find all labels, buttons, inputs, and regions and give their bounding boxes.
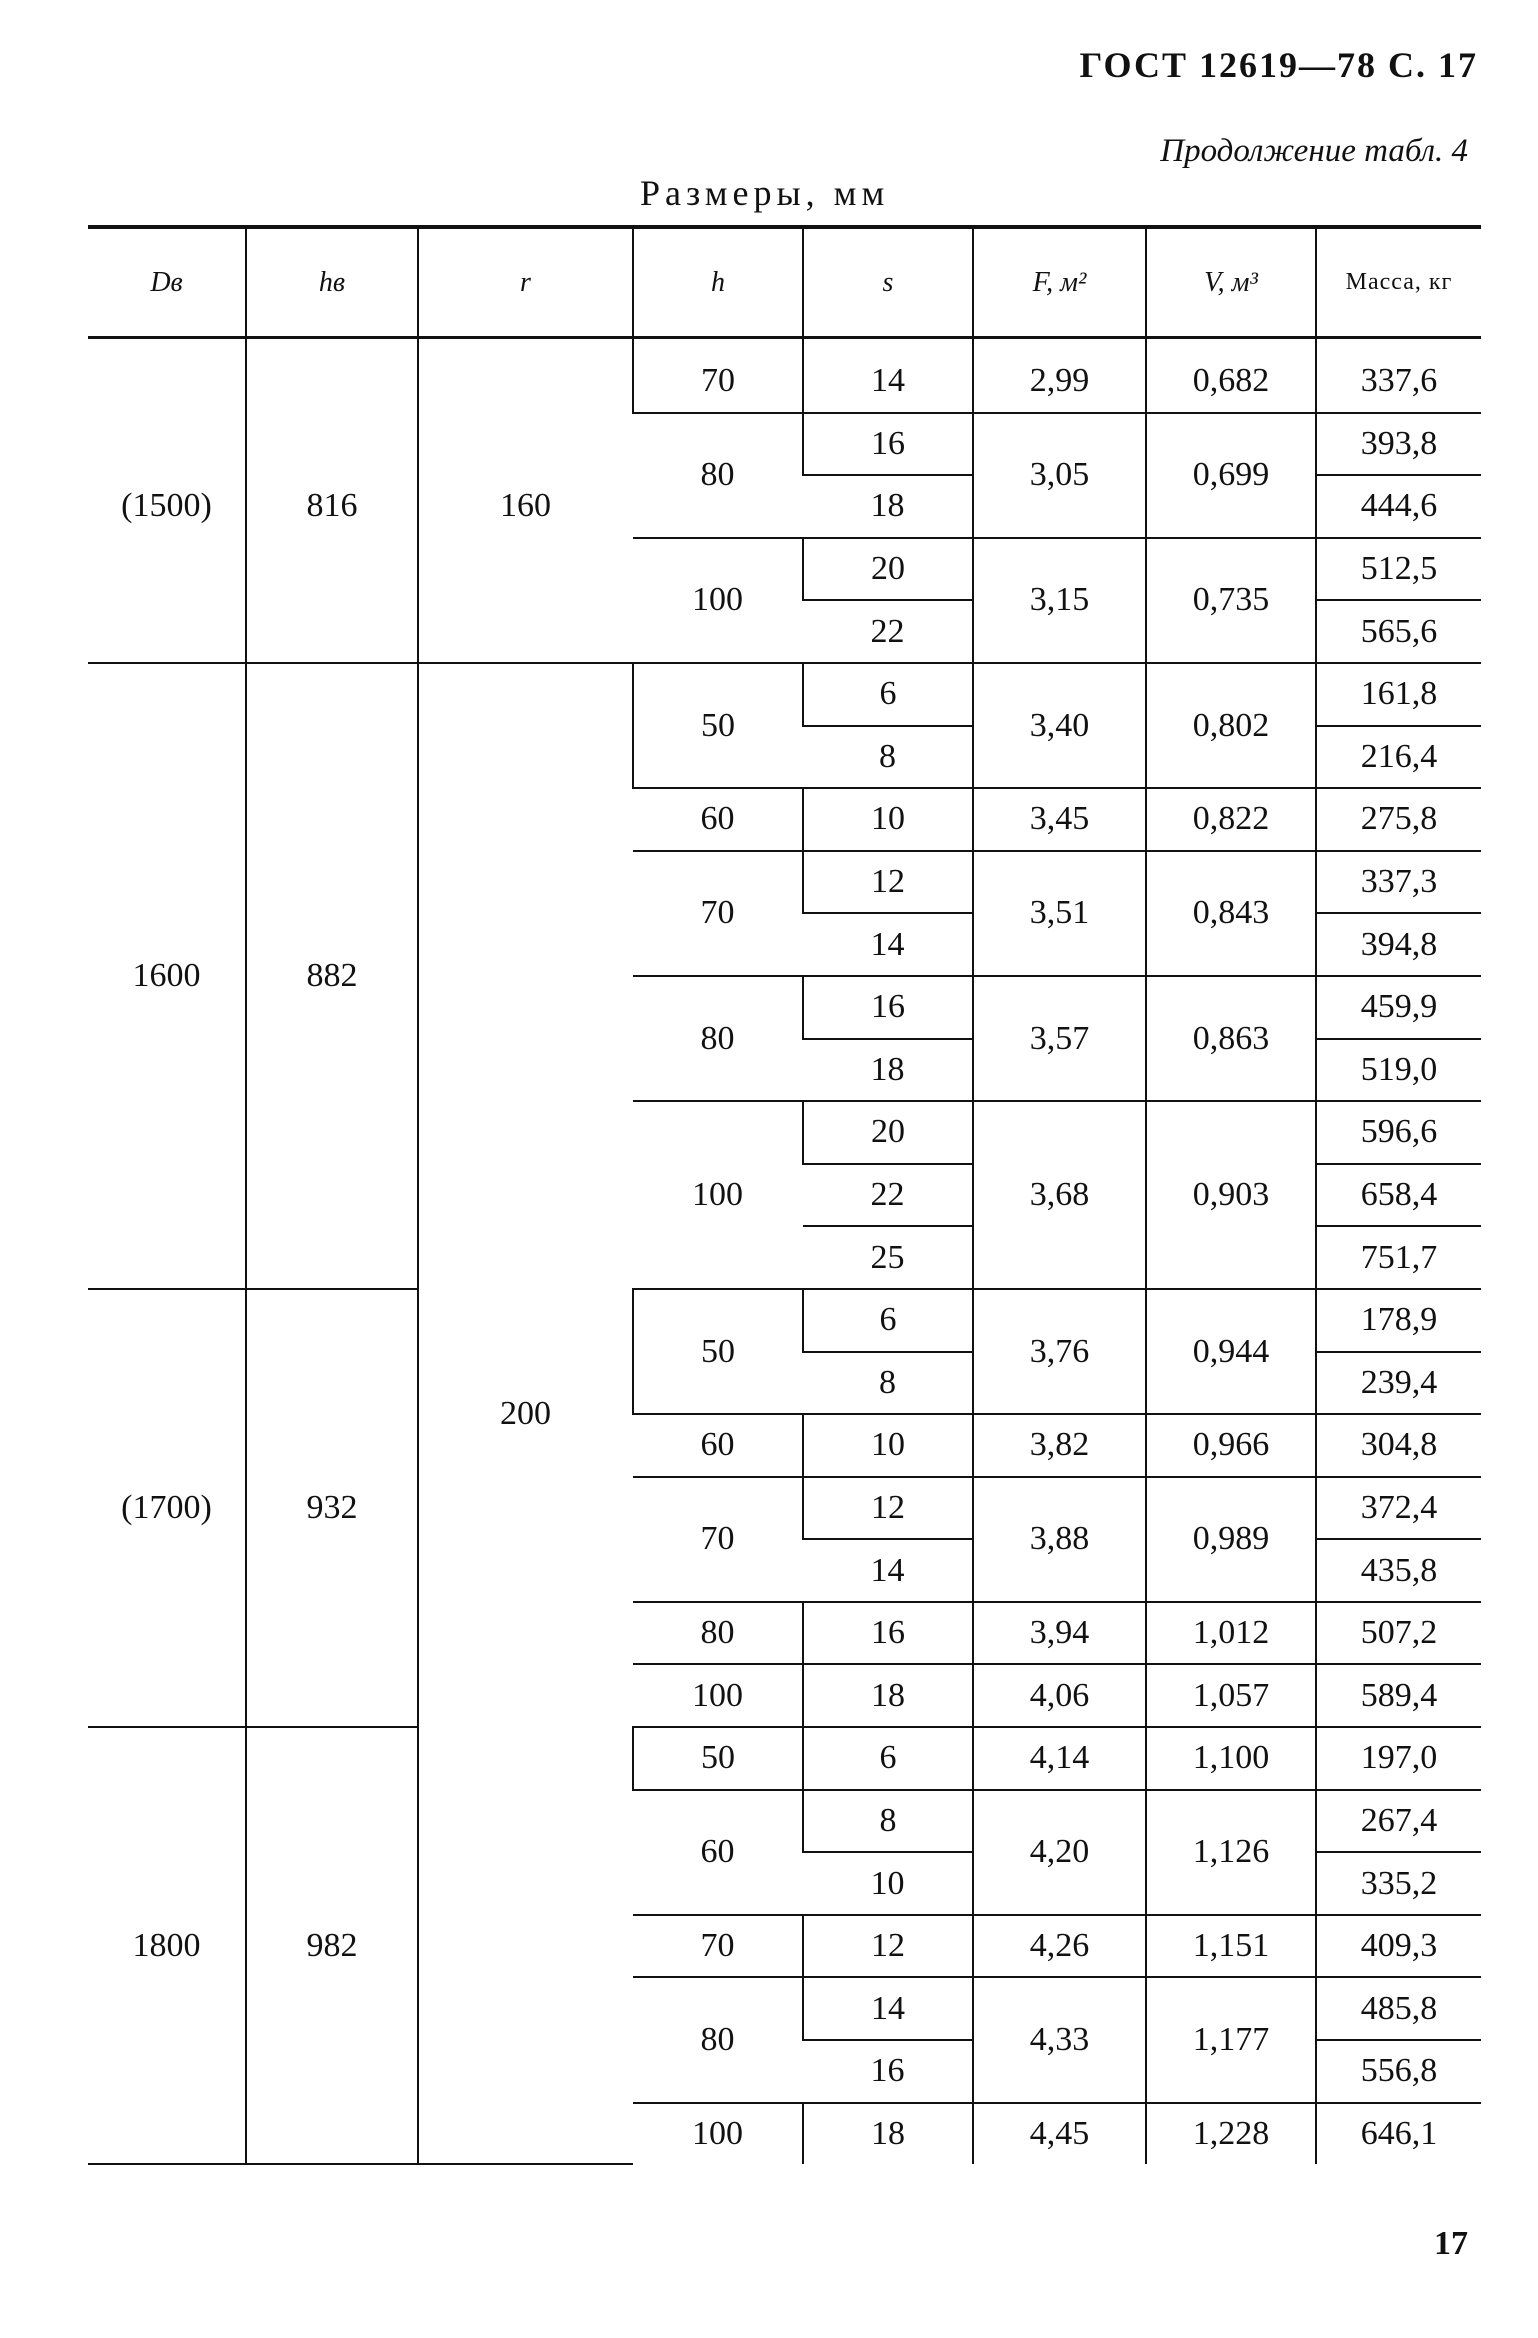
cell-s: 18: [803, 1664, 973, 1727]
table-row: [88, 1727, 1481, 1790]
cell-v: 1,012: [1146, 1602, 1316, 1665]
cell-mass: 304,8: [1316, 1414, 1481, 1477]
cell-mass: 275,8: [1316, 788, 1481, 851]
cell-s: 10: [803, 1414, 973, 1477]
cell-s: 8: [803, 1352, 973, 1415]
cell-s: 20: [803, 1101, 973, 1164]
cell-dv: 1800: [88, 1727, 246, 2164]
cell-mass: 596,6: [1316, 1101, 1481, 1164]
cell-h: 100: [633, 1664, 803, 1727]
cell-s: 12: [803, 851, 973, 914]
cell-v: 0,822: [1146, 788, 1316, 851]
cell-mass: 435,8: [1316, 1539, 1481, 1602]
cell-h: 60: [633, 1790, 803, 1915]
cell-f: 3,88: [973, 1477, 1146, 1602]
cell-f: 3,57: [973, 976, 1146, 1101]
cell-mass: 485,8: [1316, 1977, 1481, 2040]
cell-mass: 239,4: [1316, 1352, 1481, 1415]
cell-s: 14: [803, 1977, 973, 2040]
cell-s: 18: [803, 2103, 973, 2165]
cell-mass: 161,8: [1316, 663, 1481, 726]
cell-s: 12: [803, 1477, 973, 1540]
cell-mass: 646,1: [1316, 2103, 1481, 2165]
table-row: [88, 338, 1481, 413]
cell-mass: 197,0: [1316, 1727, 1481, 1790]
cell-mass: 394,8: [1316, 913, 1481, 976]
cell-f: 2,99: [973, 338, 1146, 413]
table-continuation-label: Продолжение табл. 4: [1160, 133, 1468, 169]
cell-mass: 459,9: [1316, 976, 1481, 1039]
cell-mass: 337,3: [1316, 851, 1481, 914]
cell-mass: 409,3: [1316, 1915, 1481, 1978]
table-row: [88, 1289, 1481, 1352]
cell-v: 0,989: [1146, 1477, 1316, 1602]
cell-h: 80: [633, 1977, 803, 2102]
column-header-f: F, м²: [973, 227, 1146, 338]
cell-mass: 393,8: [1316, 413, 1481, 476]
units-caption: Размеры, мм: [640, 173, 890, 213]
cell-f: 4,20: [973, 1790, 1146, 1915]
cell-h: 80: [633, 976, 803, 1101]
cell-f: 3,45: [973, 788, 1146, 851]
cell-v: 0,682: [1146, 338, 1316, 413]
cell-v: 1,057: [1146, 1664, 1316, 1727]
cell-s: 6: [803, 1727, 973, 1790]
cell-r: 160: [418, 338, 633, 663]
cell-s: 6: [803, 1289, 973, 1352]
cell-h: 50: [633, 663, 803, 788]
cell-h: 70: [633, 1915, 803, 1978]
cell-v: 0,843: [1146, 851, 1316, 976]
cell-hv: 882: [246, 663, 418, 1289]
cell-s: 18: [803, 1039, 973, 1102]
cell-f: 4,33: [973, 1977, 1146, 2102]
cell-h: 70: [633, 1477, 803, 1602]
cell-s: 14: [803, 913, 973, 976]
cell-h: 100: [633, 1101, 803, 1289]
cell-h: 60: [633, 1414, 803, 1477]
cell-v: 1,151: [1146, 1915, 1316, 1978]
cell-dv: 1600: [88, 663, 246, 1289]
cell-v: 1,177: [1146, 1977, 1316, 2102]
cell-s: 16: [803, 976, 973, 1039]
cell-s: 12: [803, 1915, 973, 1978]
dimensions-table: [88, 225, 1481, 2165]
cell-mass: 751,7: [1316, 1226, 1481, 1289]
page-number: 17: [1434, 2225, 1468, 2262]
cell-v: 1,228: [1146, 2103, 1316, 2165]
cell-h: 70: [633, 851, 803, 976]
column-header-mass: Масса, кг: [1316, 227, 1481, 338]
cell-f: 3,05: [973, 413, 1146, 538]
cell-h: 70: [633, 338, 803, 413]
cell-hv: 932: [246, 1289, 418, 1727]
cell-h: 50: [633, 1289, 803, 1414]
cell-h: 50: [633, 1727, 803, 1790]
cell-f: 3,94: [973, 1602, 1146, 1665]
cell-hv: 816: [246, 338, 418, 663]
cell-s: 10: [803, 788, 973, 851]
table-body: [88, 338, 1481, 2165]
column-header-h: h: [633, 227, 803, 338]
cell-f: 3,51: [973, 851, 1146, 976]
cell-f: 4,45: [973, 2103, 1146, 2165]
table-header-row: [88, 227, 1481, 338]
cell-s: 6: [803, 663, 973, 726]
column-header-v: V, м³: [1146, 227, 1316, 338]
cell-f: 3,82: [973, 1414, 1146, 1477]
cell-mass: 512,5: [1316, 538, 1481, 601]
cell-s: 16: [803, 413, 973, 476]
cell-s: 14: [803, 338, 973, 413]
cell-s: 8: [803, 726, 973, 789]
cell-f: 4,06: [973, 1664, 1146, 1727]
cell-v: 0,966: [1146, 1414, 1316, 1477]
column-header-s: s: [803, 227, 973, 338]
cell-v: 0,802: [1146, 663, 1316, 788]
column-header-dv: Dв: [88, 227, 246, 338]
cell-s: 8: [803, 1790, 973, 1853]
cell-v: 1,100: [1146, 1727, 1316, 1790]
cell-mass: 507,2: [1316, 1602, 1481, 1665]
cell-mass: 444,6: [1316, 475, 1481, 538]
document-code: ГОСТ 12619—78 С. 17: [1079, 45, 1478, 85]
cell-f: 3,68: [973, 1101, 1146, 1289]
cell-mass: 519,0: [1316, 1039, 1481, 1102]
cell-mass: 335,2: [1316, 1852, 1481, 1915]
cell-mass: 556,8: [1316, 2040, 1481, 2103]
cell-f: 3,40: [973, 663, 1146, 788]
cell-mass: 267,4: [1316, 1790, 1481, 1853]
cell-h: 100: [692, 2114, 743, 2152]
cell-f: 4,14: [973, 1727, 1146, 1790]
cell-v: 0,944: [1146, 1289, 1316, 1414]
cell-s: 25: [803, 1226, 973, 1289]
cell-s: 16: [803, 2040, 973, 2103]
cell-mass: 658,4: [1316, 1164, 1481, 1227]
cell-s: 14: [803, 1539, 973, 1602]
cell-h: 100: [633, 538, 803, 663]
cell-mass: 565,6: [1316, 600, 1481, 663]
cell-hv: 982: [246, 1727, 418, 2164]
cell-s: 18: [803, 475, 973, 538]
cell-dv: (1700): [88, 1289, 246, 1727]
cell-h: 80: [633, 1602, 803, 1665]
cell-mass: 337,6: [1316, 338, 1481, 413]
cell-f: 3,15: [973, 538, 1146, 663]
cell-f: 3,76: [973, 1289, 1146, 1414]
cell-f: 4,26: [973, 1915, 1146, 1978]
cell-dv: (1500): [88, 338, 246, 663]
cell-r: 200: [418, 663, 633, 2164]
cell-h: 80: [633, 413, 803, 538]
cell-s: 22: [803, 1164, 973, 1227]
cell-mass: 178,9: [1316, 1289, 1481, 1352]
cell-s: 22: [803, 600, 973, 663]
cell-mass: 589,4: [1316, 1664, 1481, 1727]
cell-mass: 216,4: [1316, 726, 1481, 789]
cell-v: 0,863: [1146, 976, 1316, 1101]
cell-v: 0,699: [1146, 413, 1316, 538]
cell-v: 0,903: [1146, 1101, 1316, 1289]
table-row: [88, 663, 1481, 726]
column-header-r: r: [418, 227, 633, 338]
cell-mass: 372,4: [1316, 1477, 1481, 1540]
cell-v: 1,126: [1146, 1790, 1316, 1915]
cell-s: 16: [803, 1602, 973, 1665]
cell-s: 20: [803, 538, 973, 601]
cell-s: 10: [803, 1852, 973, 1915]
cell-h: 60: [633, 788, 803, 851]
column-header-hv: hв: [246, 227, 418, 338]
cell-v: 0,735: [1146, 538, 1316, 663]
